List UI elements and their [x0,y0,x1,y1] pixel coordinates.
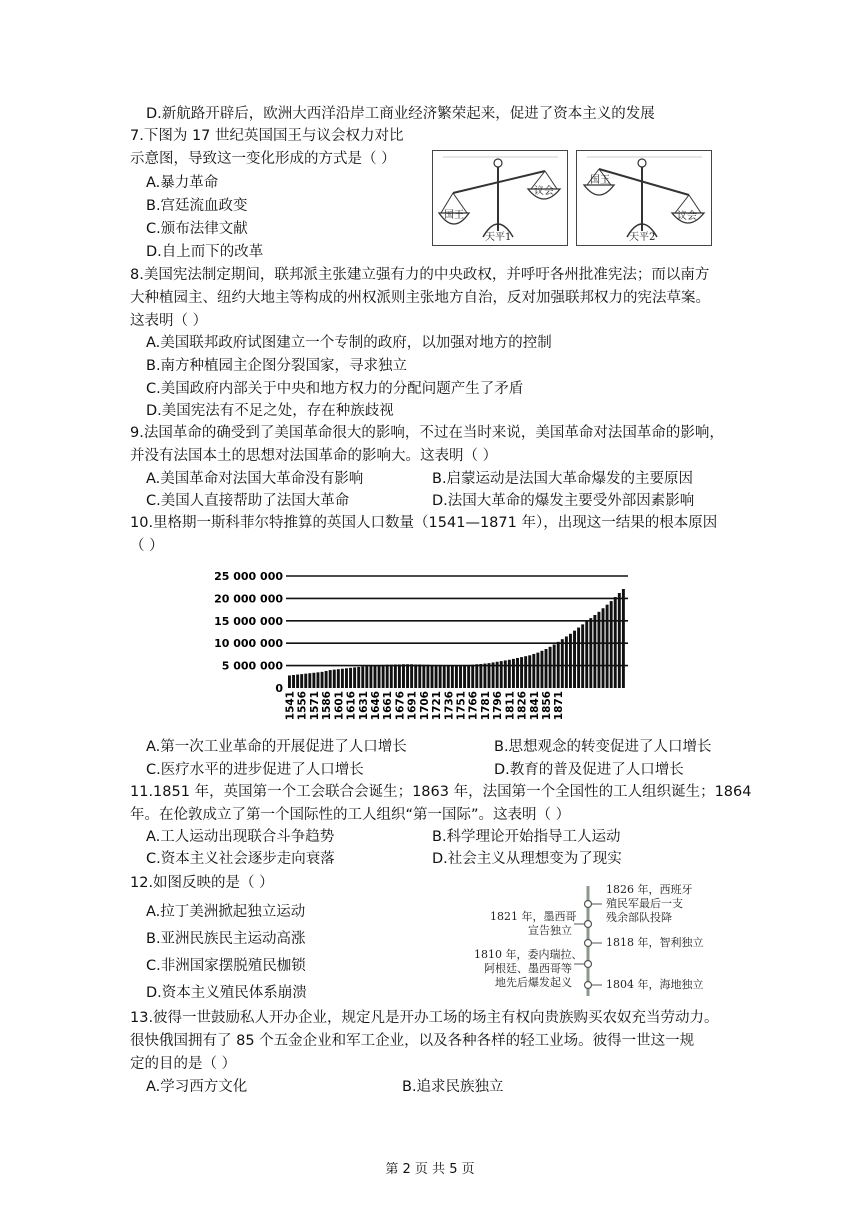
population-bar [508,660,511,688]
population-bar [386,665,389,688]
x-tick-label: 1706 [418,691,431,721]
population-bar [321,672,324,688]
q10-option-b: B.思想观念的转变促进了人口增长 [494,739,712,755]
q8-stem-line1: 8.美国宪法制定期间，联邦派主张建立强有力的中央政权，并呼吁各州批准宪法；而以南方 [130,267,710,283]
timeline-1810-line1: 1810 年，委内瑞拉、 [474,948,583,961]
population-bar [345,668,348,688]
x-tick-label: 1631 [357,691,370,721]
q11-option-a: A.工人运动出现联合斗争趋势 [146,829,335,845]
population-bar [597,612,600,688]
q7-option-c: C.颁布法律文献 [146,221,248,237]
population-bar [602,608,605,688]
population-bar [471,665,474,688]
x-tick-label: 1856 [541,691,554,721]
x-tick-label: 1751 [455,691,468,721]
population-bar [475,664,478,688]
population-bar [418,664,421,688]
population-bar [589,618,592,688]
population-bar [496,662,499,688]
q11-option-d: D.社会主义从理想变为了现实 [432,851,622,867]
population-bar [296,675,299,688]
population-bar [365,666,368,688]
population-bar [528,655,531,688]
q13-option-b: B.追求民族独立 [402,1079,504,1095]
population-bar [459,665,462,688]
q12-option-c: C.非洲国家摆脱殖民枷锁 [146,958,306,974]
timeline-1804-line1: 1804 年，海地独立 [606,978,704,991]
population-bar [451,665,454,688]
population-bar [618,593,621,688]
population-bar [447,665,450,688]
population-bar [504,660,507,688]
population-bar [435,665,438,688]
population-bar [406,664,409,688]
population-bar [479,664,482,688]
population-chart-svg [210,566,640,726]
population-bar [606,605,609,688]
x-tick-label: 1721 [431,691,444,721]
x-tick-label: 1841 [528,691,541,721]
population-bar [382,665,385,688]
x-tick-label: 1661 [382,691,395,721]
q10-option-c: C.医疗水平的进步促进了人口增长 [146,762,364,778]
population-bar [569,634,572,688]
population-bar [512,659,515,688]
balance-panel-2 [576,150,712,246]
population-bar [341,669,344,688]
x-tick-label: 1676 [394,691,407,721]
balance-2-caption: 天平2 [629,232,656,243]
population-bar [357,667,360,688]
population-bar [593,615,596,688]
population-bar [565,636,568,688]
timeline-event-1826 [606,883,693,925]
population-bar [467,665,470,688]
population-bar [361,667,364,689]
population-bar [500,661,503,688]
timeline-event-1810 [474,948,583,990]
x-tick-label: 1736 [443,691,456,721]
population-bar [394,664,397,688]
q8-option-c: C.美国政府内部关于中央和地方权力的分配问题产生了矛盾 [146,381,524,397]
y-tick-label: 20 000 000 [214,592,283,606]
q9-stem-line1: 9.法国革命的确受到了美国革命很大的影响，不过在当时来说，美国革命对法国革命的影响， [130,425,724,441]
population-bar [288,675,291,688]
timeline-1818-line1: 1818 年，智利独立 [606,936,704,949]
timeline-event-1818 [606,936,704,950]
population-bar [349,668,352,688]
q6-option-d: D.新航路开辟后，欧洲大西洋沿岸工商业经济繁荣起来，促进了资本主义的发展 [146,106,655,122]
y-tick-label: 10 000 000 [214,637,283,651]
q9-option-a: A.美国革命对法国大革命没有影响 [146,471,364,487]
x-tick-label: 1781 [479,691,492,721]
timeline-1826-line1: 1826 年，西班牙 [606,883,693,896]
q7-stem-line1: 7.下图为 17 世纪英国国王与议会权力对比 [130,128,404,144]
population-bar [463,665,466,688]
q10-stem-line2: （ ） [130,538,164,554]
population-bar [378,665,381,688]
q10-option-a: A.第一次工业革命的开展促进了人口增长 [146,739,407,755]
population-bar [553,645,556,688]
balance-figure [432,150,740,246]
population-chart [210,566,640,726]
population-bar [308,673,311,688]
y-tick-label: 15 000 000 [214,614,283,628]
q13-option-a: A.学习西方文化 [146,1079,248,1095]
q12-option-d: D.资本主义殖民体系崩溃 [146,985,307,1001]
population-bar [516,658,519,688]
q9-stem-line2: 并没有法国本土的思想对法国革命的影响大。这表明（ ） [130,448,498,464]
population-bar [577,628,580,688]
population-bar [333,670,336,688]
q9-option-b: B.启蒙运动是法国大革命爆发的主要原因 [432,471,694,487]
population-bar [443,665,446,688]
balance-2-parliament-label: 议会 [677,211,697,222]
population-bar [300,674,303,688]
q11-stem-line1: 11.1851 年，英国第一个工会联合会诞生；1863 年，法国第一个全国性的工人组织诞生；1864 [130,784,752,800]
population-bar [353,667,356,688]
population-bar [398,664,401,688]
q8-stem-line3: 这表明（ ） [130,313,208,329]
balance-1-king-label: 国王 [444,210,464,221]
y-tick-label: 0 [275,682,283,695]
population-bar [532,654,535,688]
q9-option-d: D.法国大革命的爆发主要受外部因素影响 [432,493,695,509]
population-bar [337,669,340,688]
population-bar [374,665,377,688]
timeline-1826-line2: 殖民军最后一支 [606,897,683,910]
q10-option-d: D.教育的普及促进了人口增长 [494,762,684,778]
timeline-1821-line1: 1821 年，墨西哥 [490,910,577,923]
q8-option-a: A.美国联邦政府试图建立一个专制的政府，以加强对地方的控制 [146,335,552,351]
population-bar [573,631,576,688]
population-bar [410,664,413,688]
x-tick-label: 1646 [369,691,382,721]
x-tick-label: 1766 [467,691,480,721]
timeline-1821-line2: 宣告独立 [528,924,572,937]
population-bar [317,672,320,688]
population-bar [492,662,495,688]
q12-option-a: A.拉丁美洲掀起独立运动 [146,904,306,920]
population-bar [390,665,393,688]
q7-option-d: D.自上而下的改革 [146,244,264,260]
q10-stem-line1: 10.里格期一斯科菲尔特推算的英国人口数量（1541—1871 年），出现这一结果的根本原因 [130,515,718,531]
q11-option-b: B.科学理论开始指导工人运动 [432,829,621,845]
page-footer: 第 2 页 共 5 页 [385,1162,475,1177]
balance-1-parliament-label: 议会 [534,186,554,197]
population-bar [422,665,425,688]
timeline-1826-line3: 残余部队投降 [606,911,672,924]
q7-option-a: A.暴力革命 [146,175,219,191]
population-bar [557,642,560,688]
x-tick-label: 1871 [553,691,566,721]
balance-1-caption: 天平1 [485,232,512,243]
timeline-1810-line3: 地先后爆发起义 [495,976,572,989]
q12-option-b: B.亚洲民族民主运动高涨 [146,931,306,947]
population-bar [455,665,458,688]
x-tick-label: 1811 [504,691,517,721]
y-tick-label: 5 000 000 [221,659,283,673]
timeline-1810-line2: 阿根廷、墨西哥等 [484,962,572,975]
q12-stem: 12.如图反映的是（ ） [130,875,274,891]
timeline-figure [470,882,730,1000]
x-tick-label: 1556 [296,691,309,721]
q9-option-c: C.美国人直接帮助了法国大革命 [146,493,350,509]
population-bar [325,671,328,688]
q7-option-b: B.宫廷流血政变 [146,198,248,214]
y-tick-label: 25 000 000 [214,570,283,583]
q8-stem-line2: 大种植园主、纽约大地主等构成的州权派则主张地方自治，反对加强联邦权力的宪法草案。 [130,290,710,306]
population-bar [581,624,584,688]
population-bar [545,649,548,688]
q13-stem-line3: 定的目的是（ ） [130,1056,237,1072]
population-bar [414,664,417,688]
population-bar [312,673,315,688]
population-bar [483,664,486,688]
population-bar [329,670,332,688]
balance-panel-1 [432,150,568,246]
x-tick-label: 1826 [516,691,529,721]
x-tick-label: 1616 [345,691,358,721]
population-bar [540,651,543,688]
q8-option-d: D.美国宪法有不足之处，存在种族歧视 [146,403,394,419]
x-tick-label: 1571 [308,691,321,721]
q13-stem-line1: 13.彼得一世鼓励私人开办企业，规定凡是开办工场的场主有权向贵族购买农奴充当劳动力。 [130,1010,719,1026]
population-bar [292,675,295,688]
population-bar [402,664,405,688]
population-bar [369,666,372,688]
population-bar [585,621,588,688]
q13-stem-line2: 很快俄国拥有了 85 个五金企业和军工企业，以及各种各样的轻工业场。彼得一世这一规 [130,1033,695,1049]
x-tick-label: 1586 [321,691,334,721]
balance-2-king-label: 国王 [590,175,610,186]
timeline-event-1821 [490,910,577,938]
q7-stem-line2: 示意图，导致这一变化形成的方式是（ ） [130,151,396,167]
x-tick-label: 1796 [492,691,505,721]
q11-option-c: C.资本主义社会逐步走向衰落 [146,851,335,867]
q11-stem-line2: 年。在伦敦成立了第一个国际性的工人组织“第一国际”。这表明（ ） [130,807,571,823]
x-tick-label: 1691 [406,691,419,721]
population-bar [524,656,527,688]
population-bar [426,665,429,688]
x-tick-label: 1541 [284,691,297,721]
population-bar [536,653,539,688]
population-bar [439,665,442,688]
population-bar [561,639,564,688]
population-bar [520,657,523,688]
population-bar [431,665,434,688]
population-bar [488,663,491,688]
q8-option-b: B.南方种植园主企图分裂国家，寻求独立 [146,358,408,374]
timeline-event-1804 [606,978,704,992]
population-bar [622,589,625,688]
x-tick-label: 1601 [333,691,346,721]
population-bar [304,674,307,688]
population-bar [610,601,613,688]
population-bar [614,597,617,688]
population-bar [549,647,552,688]
